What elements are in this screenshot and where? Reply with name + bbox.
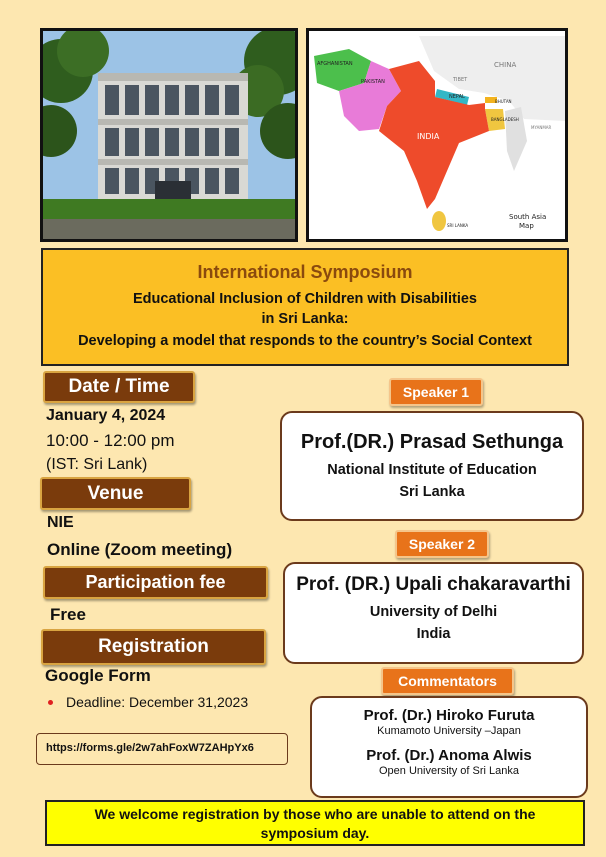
event-time: 10:00 - 12:00 pm <box>46 431 175 450</box>
map-label-srilanka: SRI LANKA <box>447 223 469 228</box>
bullet-icon <box>48 700 53 705</box>
map-legend-line2: Map <box>519 222 534 230</box>
map-label-pakistan: PAKISTAN <box>361 79 385 85</box>
speaker2-affiliation: University of Delhi <box>369 604 498 620</box>
south-asia-map <box>306 28 568 242</box>
speaker1-affiliation: National Institute of Education <box>327 462 537 478</box>
map-label-bangladesh: BANGLADESH <box>491 117 519 122</box>
registration-label: Registration <box>41 629 266 665</box>
speaker1-name: Prof.(DR.) Prasad Sethunga <box>300 431 564 453</box>
welcome-line2: symposium day. <box>260 825 370 841</box>
registration-method: Google Form <box>45 666 151 685</box>
welcome-line1: We welcome registration by those who are unable to attend on the <box>94 806 536 822</box>
symposium-subtitle-line3: Developing a model that responds to the country’s Social Context <box>78 333 532 349</box>
event-date: January 4, 2024 <box>46 407 166 424</box>
registration-link[interactable]: https://forms.gle/2w7ahFoxW7ZAHpYx6 <box>36 733 288 765</box>
symposium-title-box <box>41 248 569 366</box>
building-illustration <box>43 31 295 239</box>
map-illustration <box>309 31 565 239</box>
welcome-note <box>45 800 585 846</box>
commentator2-affiliation: Open University of Sri Lanka <box>378 765 519 777</box>
symposium-subtitle-line2: in Sri Lanka: <box>261 311 349 327</box>
speaker2-name: Prof. (DR.) Upali chakaravarthi <box>296 574 571 595</box>
map-label-china: CHINA <box>494 61 517 69</box>
symposium-subtitle-line1: Educational Inclusion of Children with Disabilities <box>132 291 477 307</box>
event-timezone: (IST: Sri Lank) <box>46 456 148 473</box>
commentator2-name: Prof. (Dr.) Anoma Alwis <box>366 747 532 764</box>
venue-line2: Online (Zoom meeting) <box>47 540 233 559</box>
speaker1-label: Speaker 1 <box>389 378 483 406</box>
participation-fee-value: Free <box>50 605 86 624</box>
building-photo <box>40 28 298 242</box>
commentator1-affiliation: Kumamoto University –Japan <box>377 725 521 737</box>
map-label-india: INDIA <box>417 132 440 141</box>
symposium-title: International Symposium <box>197 262 413 282</box>
date-time-label: Date / Time <box>43 371 195 403</box>
commentator1-name: Prof. (Dr.) Hiroko Furuta <box>363 707 535 724</box>
speaker1-card <box>280 411 584 521</box>
map-label-myanmar: MYANMAR <box>531 125 552 130</box>
registration-deadline: Deadline: December 31,2023 <box>66 694 249 710</box>
map-label-tibet: TIBET <box>453 77 468 83</box>
commentators-card <box>310 696 588 798</box>
map-legend-line1: South Asia <box>509 213 547 221</box>
speaker2-label: Speaker 2 <box>395 530 489 558</box>
venue-line1: NIE <box>47 514 74 531</box>
map-label-afghanistan: AFGHANISTAN <box>317 61 353 67</box>
venue-label: Venue <box>40 477 191 510</box>
speaker2-card <box>283 562 584 664</box>
map-label-bhutan: BHUTAN <box>495 99 512 104</box>
commentators-label: Commentators <box>381 667 514 695</box>
map-label-nepal: NEPAL <box>449 94 465 100</box>
speaker2-country: India <box>416 626 451 642</box>
speaker1-country: Sri Lanka <box>399 484 465 500</box>
participation-fee-label: Participation fee <box>43 566 268 599</box>
